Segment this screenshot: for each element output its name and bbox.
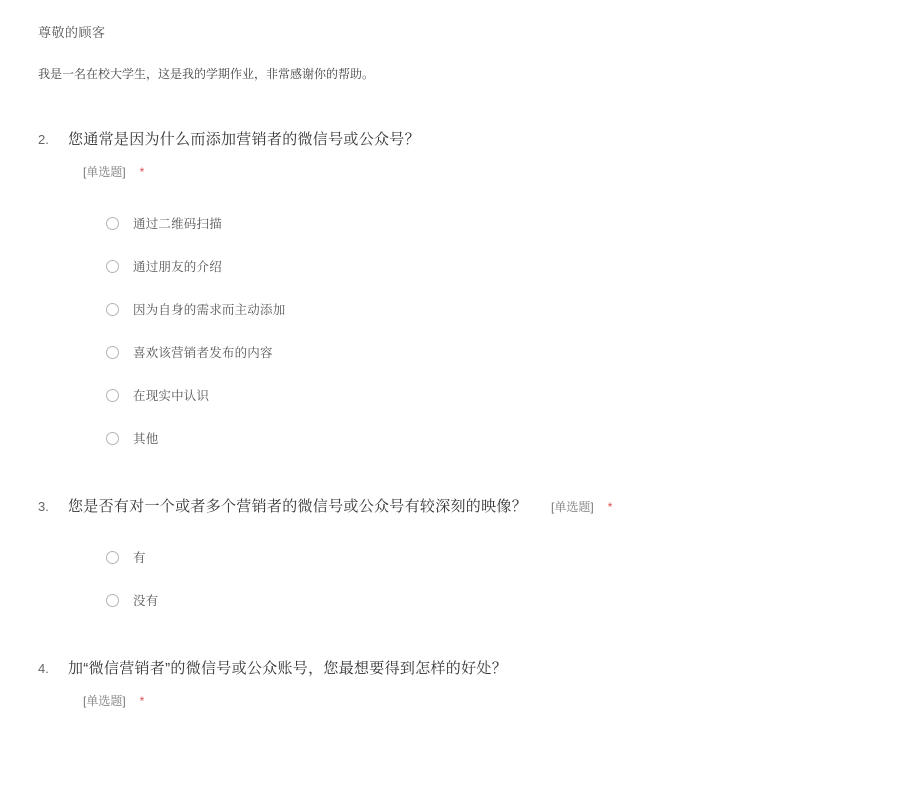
intro-title: 尊敬的顾客 bbox=[38, 25, 106, 40]
question-2-head bbox=[38, 128, 870, 149]
radio-icon[interactable] bbox=[106, 594, 119, 607]
option-label: 其他 bbox=[133, 432, 159, 447]
radio-icon[interactable] bbox=[106, 389, 119, 402]
radio-icon[interactable] bbox=[106, 432, 119, 445]
question-2-required: * bbox=[139, 165, 145, 180]
question-block-2 bbox=[38, 128, 870, 451]
option-item[interactable] bbox=[106, 587, 870, 613]
option-item[interactable] bbox=[106, 296, 870, 322]
question-4-title: 加“微信营销者”的微信号或公众账号，您最想要得到怎样的好处？ bbox=[68, 660, 507, 678]
question-3-options bbox=[38, 544, 870, 613]
question-4-number: 4. bbox=[38, 661, 49, 677]
question-2-options bbox=[38, 210, 870, 451]
question-3-required: * bbox=[607, 500, 613, 515]
question-3-head bbox=[38, 495, 870, 516]
option-item[interactable] bbox=[106, 382, 870, 408]
radio-icon[interactable] bbox=[106, 217, 119, 230]
option-label: 在现实中认识 bbox=[133, 389, 210, 404]
option-item[interactable] bbox=[106, 210, 870, 236]
option-item[interactable] bbox=[106, 339, 870, 365]
question-2-title: 您通常是因为什么而添加营销者的微信号或公众号？ bbox=[68, 131, 420, 149]
radio-icon[interactable] bbox=[106, 303, 119, 316]
question-3-type: [单选题] bbox=[551, 500, 594, 515]
question-4-meta-row bbox=[83, 692, 870, 709]
option-item[interactable] bbox=[106, 253, 870, 279]
option-label: 通过二维码扫描 bbox=[133, 217, 222, 232]
question-2-number: 2. bbox=[38, 132, 49, 148]
radio-icon[interactable] bbox=[106, 551, 119, 564]
radio-icon[interactable] bbox=[106, 346, 119, 359]
option-item[interactable] bbox=[106, 425, 870, 451]
option-label: 没有 bbox=[133, 594, 159, 609]
option-label: 通过朋友的介绍 bbox=[133, 260, 222, 275]
question-3-title: 您是否有对一个或者多个营销者的微信号或公众号有较深刻的映像？ bbox=[68, 498, 528, 516]
intro-text: 我是一名在校大学生，这是我的学期作业，非常感谢你的帮助。 bbox=[38, 67, 375, 81]
question-block-4 bbox=[38, 657, 870, 709]
question-2-meta-row bbox=[83, 163, 870, 180]
option-label: 有 bbox=[133, 551, 146, 566]
question-4-head bbox=[38, 657, 870, 678]
question-4-type: [单选题] bbox=[83, 694, 126, 709]
option-label: 因为自身的需求而主动添加 bbox=[133, 303, 286, 318]
option-label: 喜欢该营销者发布的内容 bbox=[133, 346, 273, 361]
question-2-type: [单选题] bbox=[83, 165, 126, 180]
option-item[interactable] bbox=[106, 544, 870, 570]
question-4-required: * bbox=[139, 694, 145, 709]
radio-icon[interactable] bbox=[106, 260, 119, 273]
question-3-number: 3. bbox=[38, 499, 49, 515]
question-block-3 bbox=[38, 495, 870, 613]
